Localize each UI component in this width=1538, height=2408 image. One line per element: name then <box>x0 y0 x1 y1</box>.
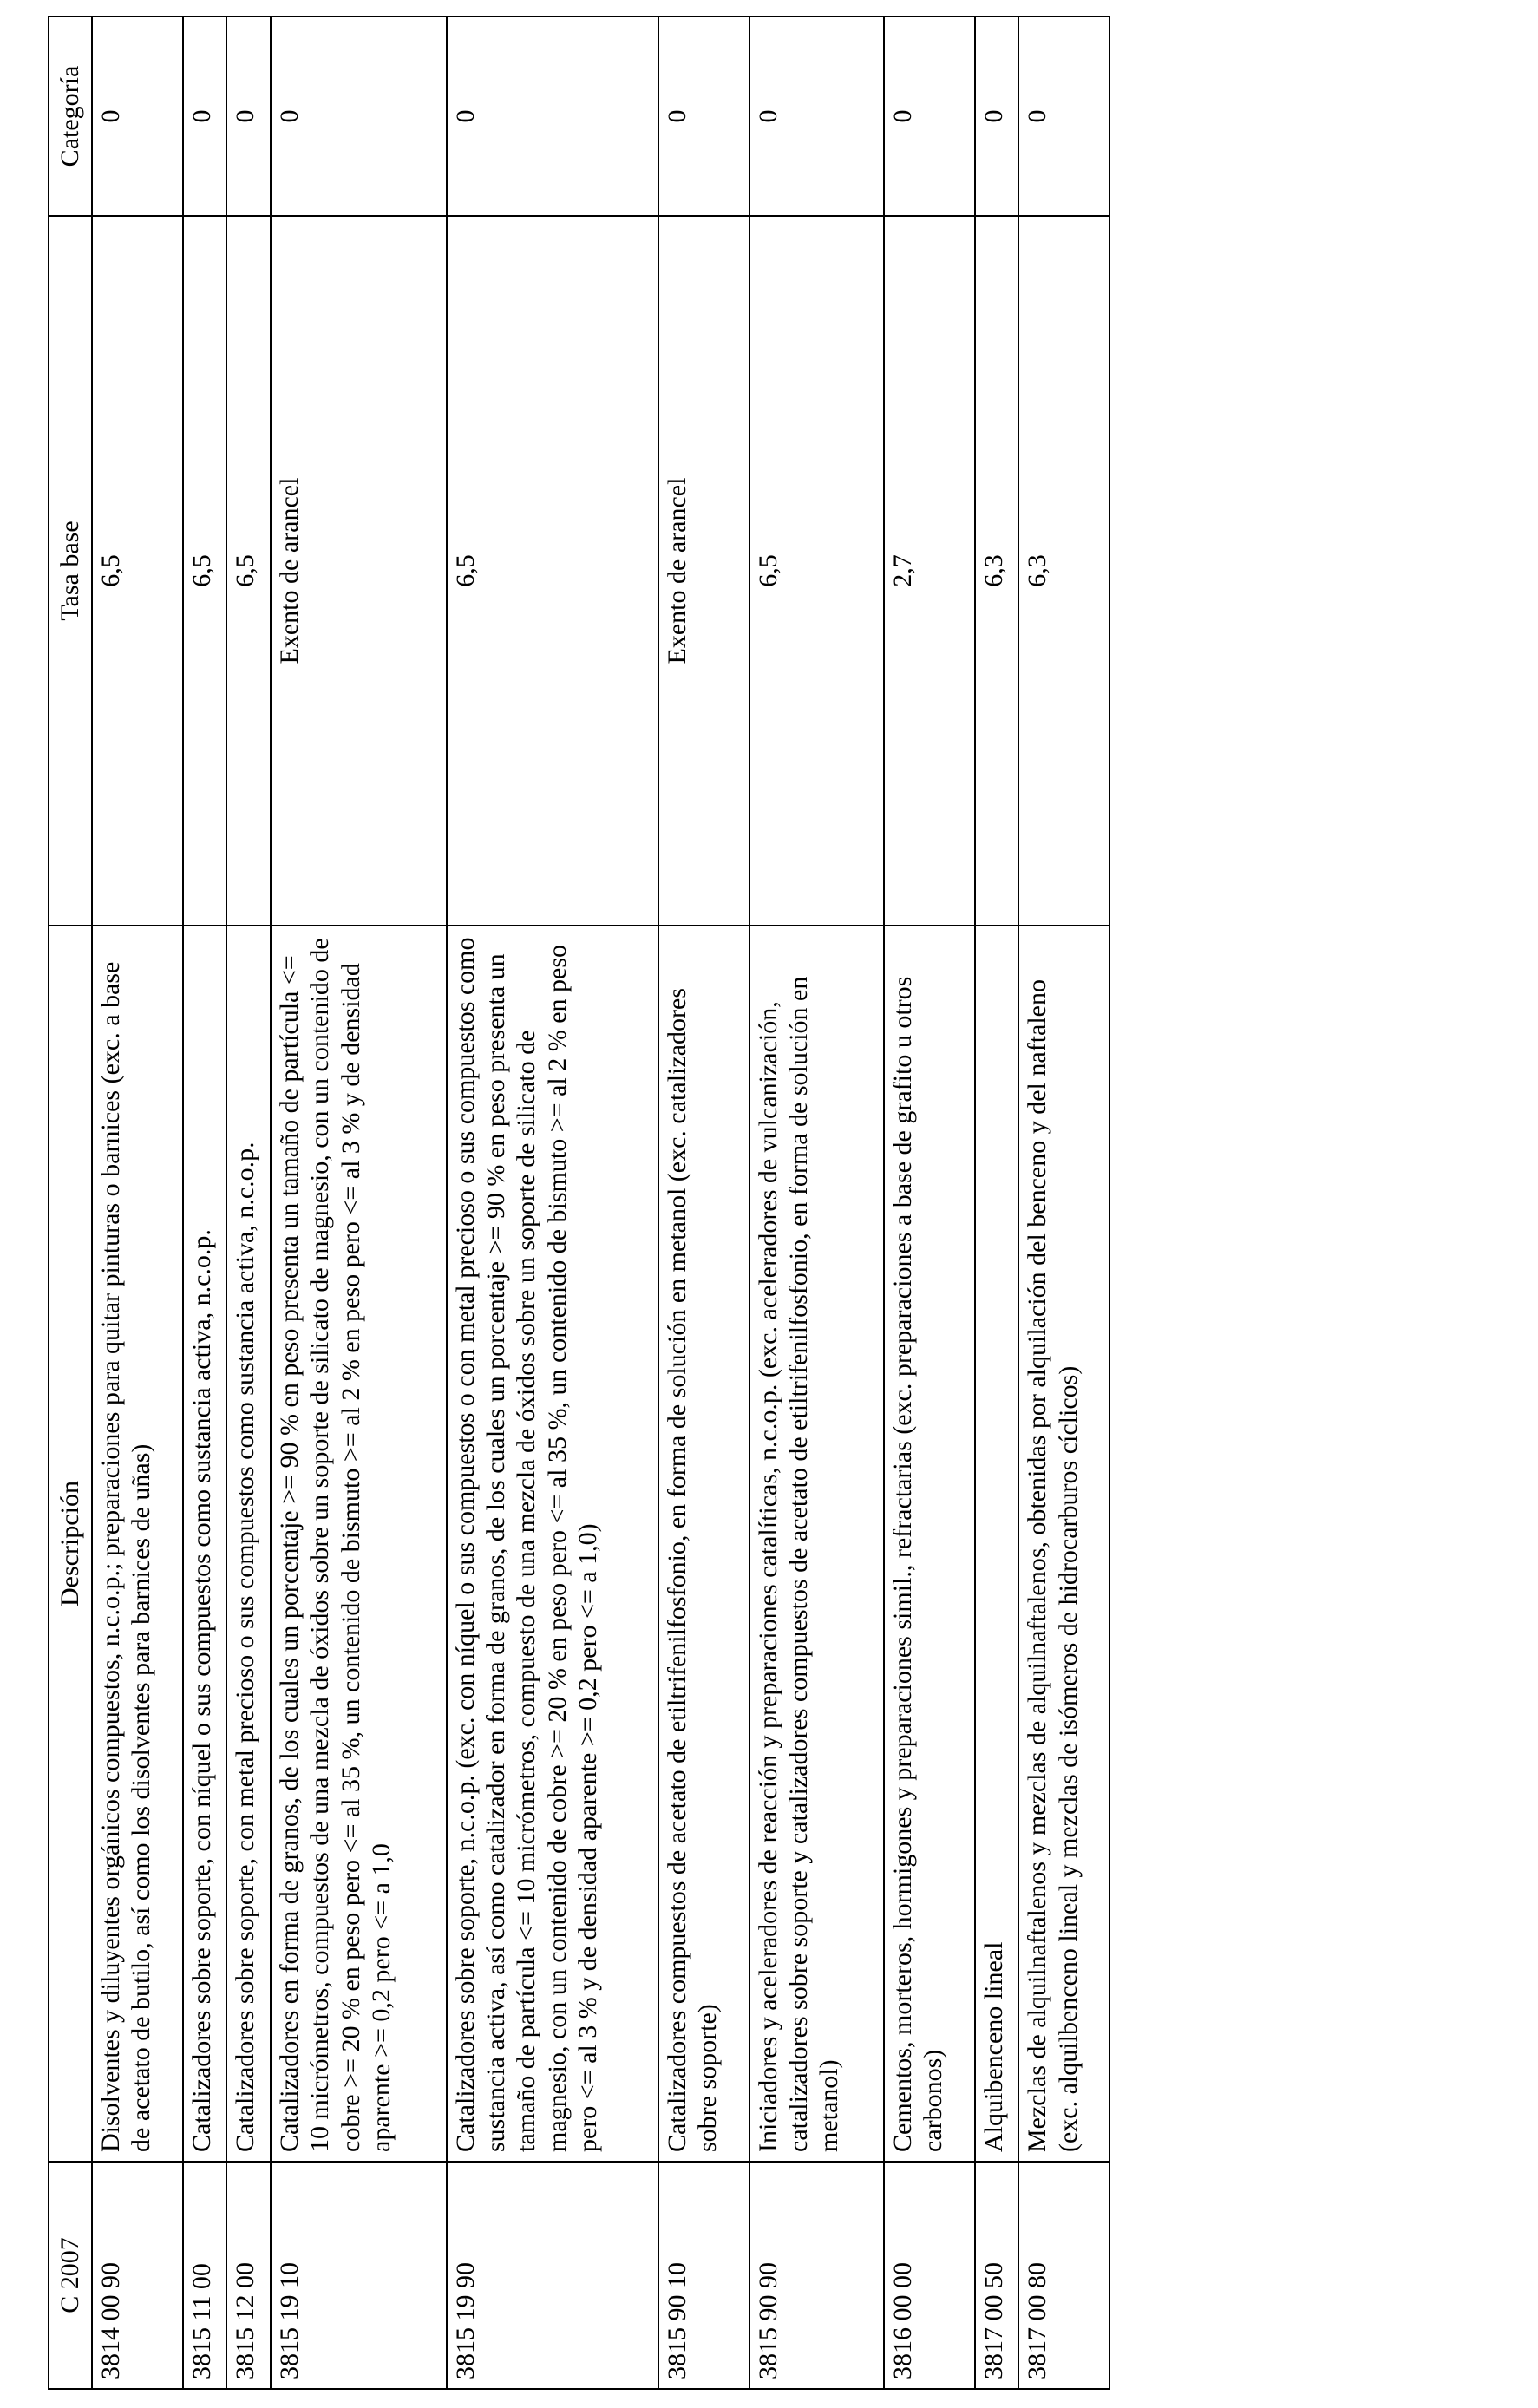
cell-category: 0 <box>183 16 227 216</box>
table-row <box>658 16 749 2389</box>
cell-code: 3815 11 00 <box>183 2162 227 2389</box>
cell-rate: 6,5 <box>92 216 183 926</box>
cell-code: 3816 00 00 <box>884 2162 975 2389</box>
cell-code: 3815 19 90 <box>447 2162 658 2389</box>
cell-code: 3815 19 10 <box>271 2162 447 2389</box>
table-row <box>92 16 183 2389</box>
cell-rate: 6,5 <box>447 216 658 926</box>
cell-code: 3815 90 10 <box>658 2162 749 2389</box>
cell-rate: 6,5 <box>226 216 271 926</box>
cell-rate: 6,3 <box>975 216 1019 926</box>
table-row <box>975 16 1019 2389</box>
rotated-page-content <box>48 17 1110 2390</box>
table-row <box>447 16 658 2389</box>
cell-category: 0 <box>975 16 1019 216</box>
cell-category: 0 <box>749 16 884 216</box>
cell-code: 3815 12 00 <box>226 2162 271 2389</box>
cell-category: 0 <box>92 16 183 216</box>
cell-description: Alquibenceno lineal <box>975 926 1019 2162</box>
cell-category: 0 <box>226 16 271 216</box>
cell-description: Catalizadores sobre soporte, con níquel o sus compuestos como sustancia activa, n.c.o.p. <box>183 926 227 2162</box>
header-description: Descripción <box>49 926 92 2162</box>
cell-category: 0 <box>884 16 975 216</box>
cell-description: Catalizadores sobre soporte, n.c.o.p. (exc. con níquel o sus compuestos o con metal precioso o sus compuestos como sustancia activa, así como catalizador en forma de granos, de los cuales un porcentaje >= 90 % en peso presenta un tamaño de partícula <= 10 micrómetros, compuesto de una mezcla de óxidos sobre un soporte de silicato de magnesio, con un contenido de cobre >= 20 % en peso pero <= al 35 %, un contenido de bismuto >= al 2 % en peso pero <= al 3 % y de densidad aparente >= 0,2 pero <= a 1,0) <box>447 926 658 2162</box>
tariff-table <box>48 16 1110 2390</box>
header-category: Categoría <box>49 16 92 216</box>
cell-category: 0 <box>447 16 658 216</box>
cell-rate: Exento de arancel <box>271 216 447 926</box>
cell-rate: Exento de arancel <box>658 216 749 926</box>
cell-rate: 2,7 <box>884 216 975 926</box>
table-body <box>92 16 1109 2389</box>
header-rate: Tasa base <box>49 216 92 926</box>
cell-category: 0 <box>1018 16 1109 216</box>
table-row <box>1018 16 1109 2389</box>
cell-description: Disolventes y diluyentes orgánicos compuestos, n.c.o.p.; preparaciones para quitar pinturas o barnices (exc. a base de acetato de butilo, así como los disolventes para barnices de uñas) <box>92 926 183 2162</box>
cell-rate: 6,5 <box>183 216 227 926</box>
cell-description: Cementos, morteros, hormigones y preparaciones simil., refractarias (exc. preparaciones a base de grafito u otros carbonos) <box>884 926 975 2162</box>
cell-rate: 6,5 <box>749 216 884 926</box>
cell-description: Catalizadores en forma de granos, de los cuales un porcentaje >= 90 % en peso presenta un tamaño de partícula <= 10 micrómetros, compuestos de una mezcla de óxidos sobre un soporte de silicato de magnesio, con un contenido de cobre >= 20 % en peso pero <= al 35 %, un contenido de bismuto >= al 2 % en peso pero <= al 3 % y de densidad aparente >= 0,2 pero <= a 1,0 <box>271 926 447 2162</box>
cell-code: 3815 90 90 <box>749 2162 884 2389</box>
cell-description: Catalizadores sobre soporte, con metal precioso o sus compuestos como sustancia activa, n.c.o.p. <box>226 926 271 2162</box>
cell-description: Catalizadores compuestos de acetato de etiltrifenilfosfonio, en forma de solución en metanol (exc. catalizadores sobre soporte) <box>658 926 749 2162</box>
cell-code: 3817 00 50 <box>975 2162 1019 2389</box>
table-row <box>271 16 447 2389</box>
cell-code: 3817 00 80 <box>1018 2162 1109 2389</box>
header-code: C 2007 <box>49 2162 92 2389</box>
table-row <box>183 16 227 2389</box>
cell-description: Iniciadores y aceleradores de reacción y preparaciones catalíticas, n.c.o.p. (exc. aceleradores de vulcanización, catalizadores sobre soporte y catalizadores compuestos de acetato de etiltrifenilfosfonio, en forma de solución en metanol) <box>749 926 884 2162</box>
table-header <box>49 16 92 2389</box>
cell-category: 0 <box>658 16 749 216</box>
table-row <box>884 16 975 2389</box>
cell-code: 3814 00 90 <box>92 2162 183 2389</box>
table-row <box>226 16 271 2389</box>
table-row <box>749 16 884 2389</box>
cell-category: 0 <box>271 16 447 216</box>
cell-rate: 6,3 <box>1018 216 1109 926</box>
cell-description: Mezclas de alquilnaftalenos y mezclas de alquilnaftalenos, obtenidas por alquilación del benceno y del naftaleno (exc. alquilbenceno lineal y mezclas de isómeros de hidrocarburos cíclicos) <box>1018 926 1109 2162</box>
header-row <box>49 16 92 2389</box>
